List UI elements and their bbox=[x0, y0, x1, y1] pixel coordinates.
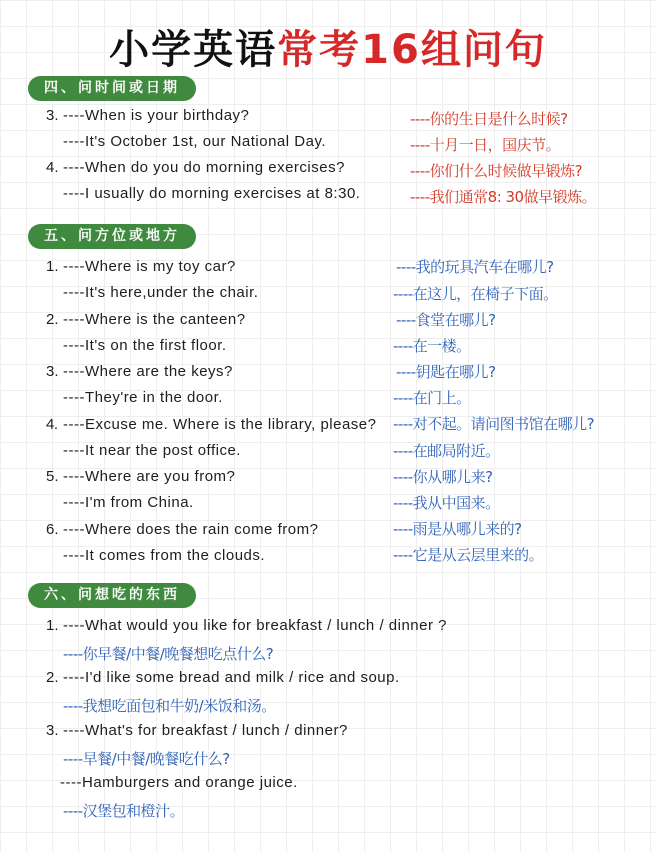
section-heading-time: 四、问时间或日期 bbox=[28, 76, 196, 101]
translation-line: ----对不起。请问图书馆在哪儿? bbox=[393, 415, 595, 433]
translation-line: ----它是从云层里来的。 bbox=[393, 546, 544, 564]
translation-line: ----你的生日是什么时候? bbox=[410, 110, 568, 128]
question-line: 5. ----Where are you from? bbox=[46, 468, 236, 485]
question-line: 2. ----Where is the canteen? bbox=[46, 311, 246, 328]
translation-line: ----我从中国来。 bbox=[393, 494, 500, 512]
translation-line: ----在一楼。 bbox=[393, 337, 471, 355]
question-line: 2. ----I'd like some bread and milk / rice and soup. bbox=[46, 669, 400, 686]
answer-line: ----They're in the door. bbox=[63, 389, 223, 406]
section-heading-place: 五、问方位或地方 bbox=[28, 224, 196, 249]
question-line: 3. ----Where are the keys? bbox=[46, 363, 233, 380]
translation-line: ----汉堡包和橙汁。 bbox=[63, 802, 185, 820]
answer-line: ----It's on the first floor. bbox=[63, 337, 227, 354]
translation-line: ----你从哪儿来? bbox=[393, 468, 493, 486]
title-accent: 常考16组问句 bbox=[277, 27, 547, 73]
translation-line: ----在这儿，在椅子下面。 bbox=[393, 285, 558, 303]
page-title bbox=[0, 18, 656, 75]
translation-line: ----在邮局附近。 bbox=[393, 442, 500, 460]
question-line: 3. ----When is your birthday? bbox=[46, 107, 250, 124]
translation-line: ----我想吃面包和牛奶/米饭和汤。 bbox=[63, 697, 276, 715]
question-line: 4. ----When do you do morning exercises? bbox=[46, 159, 345, 176]
answer-line: ----Hamburgers and orange juice. bbox=[60, 774, 298, 791]
translation-line: ----你早餐/中餐/晚餐想吃点什么? bbox=[63, 645, 274, 663]
answer-line: ----It's here,under the chair. bbox=[63, 284, 259, 301]
translation-line: ----我的玩具汽车在哪儿? bbox=[396, 258, 554, 276]
question-line: 3. ----What's for breakfast / lunch / dinner? bbox=[46, 722, 348, 739]
translation-line: ----十月一日，国庆节。 bbox=[410, 136, 561, 154]
answer-line: ----I'm from China. bbox=[63, 494, 194, 511]
translation-line: ----早餐/中餐/晚餐吃什么? bbox=[63, 750, 230, 768]
translation-line: ----食堂在哪儿? bbox=[396, 311, 496, 329]
question-line: 6. ----Where does the rain come from? bbox=[46, 521, 319, 538]
translation-line: ----钥匙在哪儿? bbox=[396, 363, 496, 381]
question-line: 1. ----What would you like for breakfast / lunch / dinner ? bbox=[46, 617, 447, 634]
title-main: 小学英语 bbox=[109, 27, 278, 73]
answer-line: ----It comes from the clouds. bbox=[63, 547, 266, 564]
answer-line: ----It's October 1st, our National Day. bbox=[63, 133, 326, 150]
answer-line: ----It near the post office. bbox=[63, 442, 241, 459]
translation-line: ----我们通常8: 30做早锻炼。 bbox=[410, 188, 597, 206]
translation-line: ----在门上。 bbox=[393, 389, 471, 407]
translation-line: ----雨是从哪儿来的? bbox=[393, 520, 522, 538]
section-heading-food: 六、问想吃的东西 bbox=[28, 583, 196, 608]
question-line: 4. ----Excuse me. Where is the library, please? bbox=[46, 416, 377, 433]
translation-line: ----你们什么时候做早锻炼? bbox=[410, 162, 583, 180]
question-line: 1. ----Where is my toy car? bbox=[46, 258, 236, 275]
answer-line: ----I usually do morning exercises at 8:30. bbox=[63, 185, 361, 202]
